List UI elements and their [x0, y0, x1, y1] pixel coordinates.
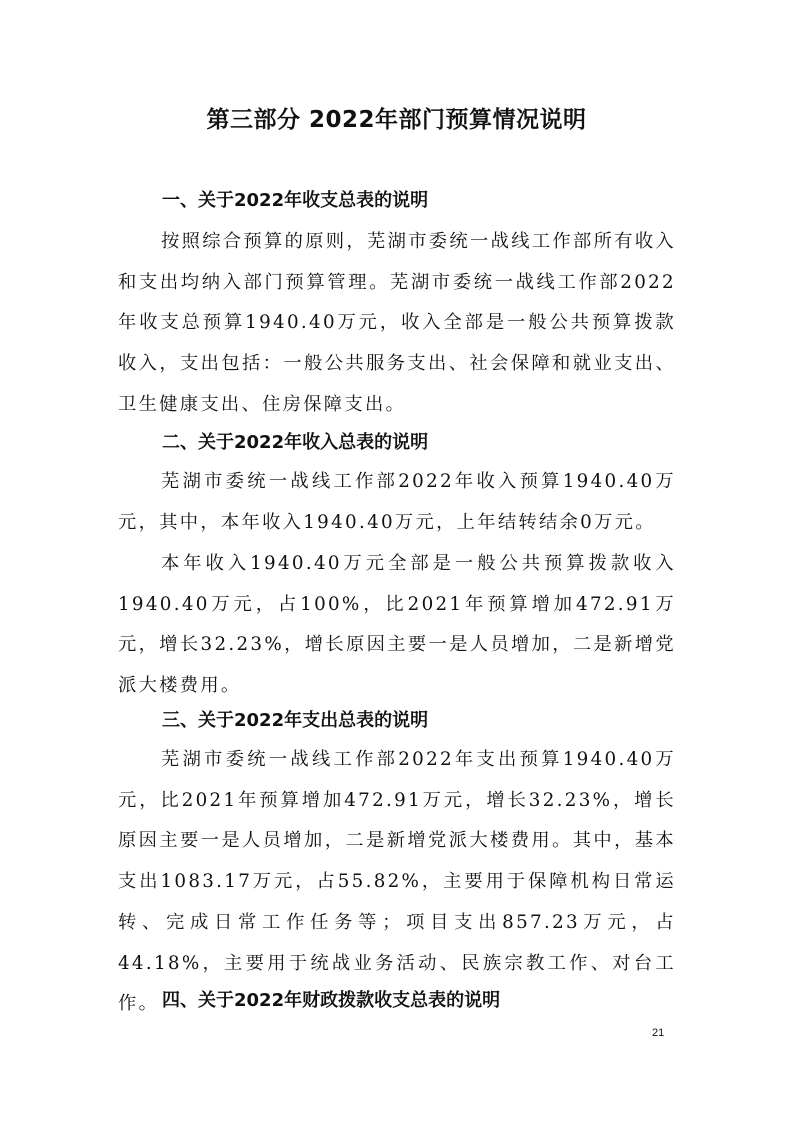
section-2-paragraph-1: 芜湖市委统一战线工作部2022年收入预算1940.40万元，其中，本年收入1940.40万元，上年结转结余0万元。 [118, 471, 676, 533]
section-2-paragraph-2: 本年收入1940.40万元全部是一般公共预算拨款收入1940.40万元，占100%，比2021年预算增加472.91万元，增长32.23%，增长原因主要一是人员增加，二是新增党派大楼费用。 [118, 553, 676, 697]
section-1-paragraph-1: 按照综合预算的原则，芜湖市委统一战线工作部所有收入和支出均纳入部门预算管理。芜湖市委统一战线工作部2022年收支总预算1940.40万元，收入全部是一般公共预算拨款收入，支出包括：一般公共服务支出、社会保障和就业支出、卫生健康支出、住房保障支出。 [118, 231, 676, 415]
page-title: 第三部分 2022年部门预算情况说明 [206, 107, 587, 133]
section-1-heading: 一、关于2022年收支总表的说明 [162, 190, 429, 211]
section-4-heading: 四、关于2022年财政拨款收支总表的说明 [162, 990, 501, 1011]
section-2-heading: 二、关于2022年收入总表的说明 [162, 432, 429, 453]
section-3-heading: 三、关于2022年支出总表的说明 [162, 710, 429, 731]
page-number: 21 [652, 1027, 665, 1039]
section-3-paragraph-1: 芜湖市委统一战线工作部2022年支出预算1940.40万元，比2021年预算增加472.91万元，增长32.23%，增长原因主要一是人员增加，二是新增党派大楼费用。其中，基本支出1083.17万元，占55.82%，主要用于保障机构日常运转、完成日常工作任务等；项目支出857.23万元，占44.18%，主要用于统战业务活动、民族宗教工作、对台工作。 [118, 749, 676, 1015]
